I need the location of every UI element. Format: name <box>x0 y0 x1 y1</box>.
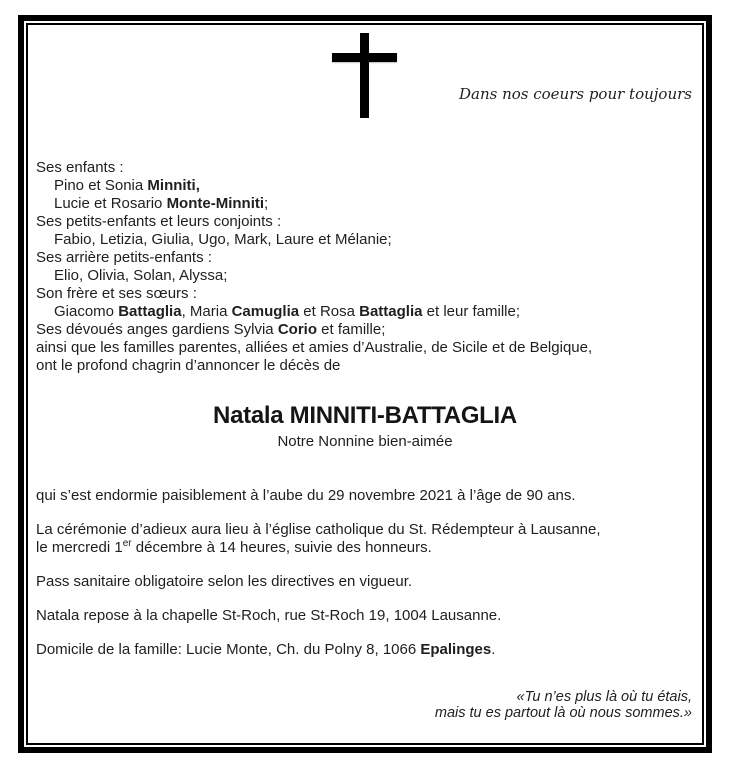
text-segment: qui s’est endormie paisiblement à l’aube du 29 novembre 2021 à l’âge de 90 ans. <box>36 487 576 504</box>
bold-text-segment: Battaglia <box>359 303 423 320</box>
family-line <box>36 267 694 285</box>
text-segment: Ses petits-enfants et leurs conjoints : <box>36 213 282 230</box>
family-line <box>36 195 694 213</box>
announcement-paragraph <box>36 607 694 625</box>
text-segment: Domicile de la famille: Lucie Monte, Ch. du Polny 8, 1066 <box>36 641 421 658</box>
text-segment: Lucie et Rosario <box>54 195 167 212</box>
text-segment: le mercredi 1 <box>36 539 123 556</box>
latin-cross-icon <box>332 33 397 118</box>
inner-frame <box>26 23 704 745</box>
text-segment: Pino et Sonia <box>54 177 148 194</box>
closing-quote <box>36 689 694 721</box>
family-list <box>36 159 694 375</box>
text-segment: ; <box>264 195 269 212</box>
text-segment: Ses enfants : <box>36 159 124 176</box>
family-line <box>36 303 694 321</box>
header <box>36 25 694 159</box>
text-segment: . <box>491 641 496 658</box>
text-segment: Pass sanitaire obligatoire selon les directives en vigueur. <box>36 573 413 590</box>
family-line <box>36 249 694 267</box>
family-line <box>36 339 694 357</box>
family-line <box>36 213 694 231</box>
text-segment: et famille; <box>317 321 386 338</box>
bold-text-segment: Battaglia <box>118 303 182 320</box>
quote-line: mais tu es partout là où nous sommes.» <box>434 705 692 721</box>
deceased-subtitle: Notre Nonnine bien-aimée <box>277 433 453 450</box>
deceased-name-block <box>36 401 694 451</box>
announcement-content <box>28 25 702 743</box>
bold-text-segment: Epalinges <box>420 641 492 658</box>
family-line <box>36 285 694 303</box>
deceased-name: Natala MINNITI-BATTAGLIA <box>213 402 517 429</box>
family-line <box>36 321 694 339</box>
quote-line: «Tu n’es plus là où tu étais, <box>516 689 692 705</box>
text-segment: et Rosa <box>299 303 360 320</box>
family-line <box>36 177 694 195</box>
family-line <box>36 357 694 375</box>
text-segment: ont le profond chagrin d’annoncer le décès de <box>36 357 341 374</box>
superscript-segment: er <box>122 538 132 549</box>
bold-text-segment: Minniti, <box>147 177 200 194</box>
text-segment: décembre à 14 heures, suivie des honneurs. <box>131 539 432 556</box>
text-segment: Elio, Olivia, Solan, Alyssa; <box>54 267 228 284</box>
announcement-paragraph <box>36 573 694 591</box>
text-segment: Natala repose à la chapelle St-Roch, rue St-Roch 19, 1004 Lausanne. <box>36 607 502 624</box>
text-segment: , Maria <box>181 303 232 320</box>
text-segment: Giacomo <box>54 303 119 320</box>
text-segment: Ses arrière petits-enfants : <box>36 249 212 266</box>
announcement-paragraphs <box>36 487 694 659</box>
announcement-paragraph <box>36 521 694 557</box>
text-segment: La cérémonie d’adieux aura lieu à l’église catholique du St. Rédempteur à Lausanne, <box>36 521 601 538</box>
text-segment: Fabio, Letizia, Giulia, Ugo, Mark, Laure et Mélanie; <box>54 231 392 248</box>
announcement-paragraph <box>36 487 694 505</box>
motto-text: Dans nos coeurs pour toujours <box>458 85 692 103</box>
family-line <box>36 231 694 249</box>
text-segment: Ses dévoués anges gardiens Sylvia <box>36 321 278 338</box>
text-segment: et leur famille; <box>422 303 521 320</box>
text-segment: Son frère et ses sœurs : <box>36 285 197 302</box>
outer-frame <box>18 15 712 753</box>
bold-text-segment: Monte-Minniti <box>166 195 265 212</box>
text-segment: ainsi que les familles parentes, alliées et amies d’Australie, de Sicile et de Belgique, <box>36 339 593 356</box>
family-line <box>36 159 694 177</box>
bold-text-segment: Camuglia <box>231 303 300 320</box>
bold-text-segment: Corio <box>277 321 317 338</box>
announcement-paragraph <box>36 641 694 659</box>
